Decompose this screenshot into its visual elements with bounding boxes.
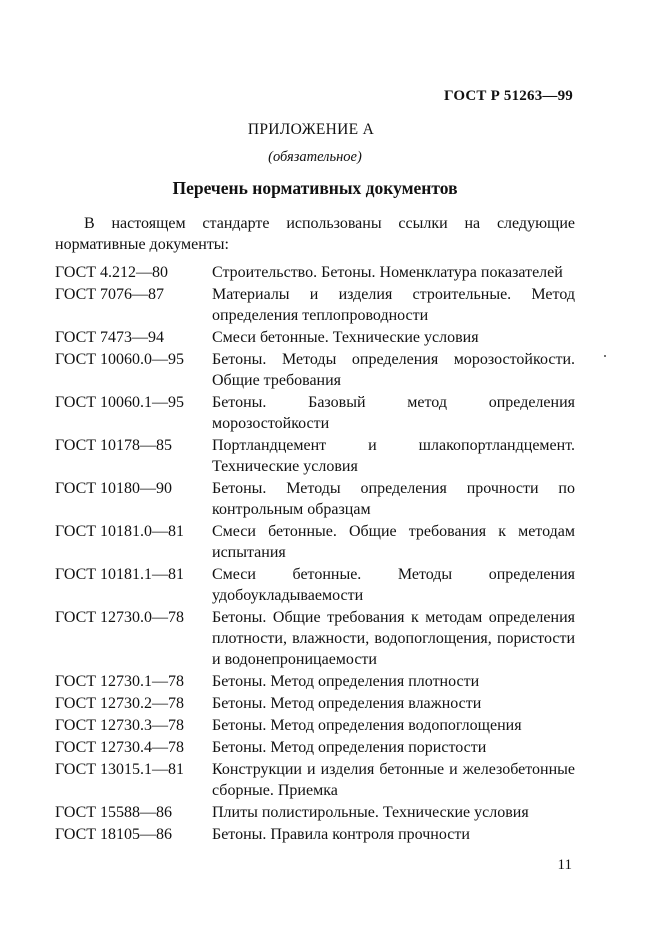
reference-row (55, 693, 575, 714)
reference-code: ГОСТ 7473—94 (55, 329, 165, 346)
reference-title: Плиты полистирольные. Технические условия (212, 804, 529, 821)
reference-row (55, 802, 575, 823)
references-list (55, 262, 575, 846)
reference-title: Смеси бетонные. Технические условия (212, 329, 479, 346)
reference-title: Конструкции и изделия бетонные и железобетонные сборные. Приемка (212, 761, 575, 799)
reference-title: Бетоны. Метод определения водопоглощения (212, 717, 522, 734)
reference-row (55, 607, 575, 670)
reference-row (55, 392, 575, 434)
reference-row (55, 327, 575, 348)
reference-row (55, 262, 575, 283)
reference-title: Бетоны. Метод определения пористости (212, 739, 487, 756)
reference-title: Строительство. Бетоны. Номенклатура показателей (212, 264, 563, 281)
reference-code: ГОСТ 18105—86 (55, 826, 173, 843)
scan-speck (604, 355, 606, 357)
reference-title: Смеси бетонные. Общие требования к методам испытания (212, 523, 575, 561)
reference-row (55, 759, 575, 801)
reference-code: ГОСТ 10181.1—81 (55, 566, 185, 583)
reference-title: Бетоны. Метод определения плотности (212, 673, 480, 690)
reference-code: ГОСТ 12730.1—78 (55, 673, 185, 690)
reference-row (55, 521, 575, 563)
reference-code: ГОСТ 12730.4—78 (55, 739, 185, 756)
reference-row (55, 824, 575, 845)
reference-title: Бетоны. Общие требования к методам определения плотности, влажности, водопоглощения, пористости и водонепроницаемости (212, 609, 575, 668)
reference-row (55, 349, 575, 391)
reference-title: Бетоны. Правила контроля прочности (212, 826, 470, 843)
reference-row (55, 737, 575, 758)
reference-row (55, 715, 575, 736)
standard-code: ГОСТ Р 51263—99 (443, 88, 573, 104)
section-title: Перечень нормативных документов (172, 178, 458, 198)
reference-row (55, 435, 575, 477)
reference-code: ГОСТ 10060.0—95 (55, 351, 185, 368)
reference-row (55, 564, 575, 606)
page-number: 11 (557, 857, 572, 873)
reference-title: Портландцемент и шлакопортландцемент. Технические условия (212, 437, 575, 475)
reference-code: ГОСТ 4.212—80 (55, 264, 169, 281)
reference-title: Материалы и изделия строительные. Метод определения теплопроводности (212, 286, 575, 324)
reference-title: Бетоны. Методы определения морозостойкости. Общие требования (212, 351, 575, 389)
intro-paragraph: В настоящем стандарте использованы ссылки на следующие нормативные документы: (55, 215, 575, 253)
appendix-note: (обязательное) (268, 149, 362, 165)
reference-code: ГОСТ 13015.1—81 (55, 761, 185, 778)
reference-code: ГОСТ 10178—85 (55, 437, 173, 454)
reference-row (55, 671, 575, 692)
reference-title: Бетоны. Метод определения влажности (212, 695, 482, 712)
reference-title: Бетоны. Методы определения прочности по контрольным образцам (212, 480, 575, 518)
appendix-title: ПРИЛОЖЕНИЕ А (247, 121, 375, 138)
reference-code: ГОСТ 7076—87 (55, 286, 165, 303)
reference-title: Бетоны. Базовый метод определения морозостойкости (212, 394, 575, 432)
reference-row (55, 284, 575, 326)
reference-code: ГОСТ 10180—90 (55, 480, 173, 497)
reference-code: ГОСТ 15588—86 (55, 804, 173, 821)
reference-title: Смеси бетонные. Методы определения удобоукладываемости (212, 566, 575, 604)
reference-row (55, 478, 575, 520)
reference-code: ГОСТ 12730.2—78 (55, 695, 185, 712)
reference-code: ГОСТ 12730.3—78 (55, 717, 185, 734)
reference-code: ГОСТ 10181.0—81 (55, 523, 185, 540)
reference-code: ГОСТ 12730.0—78 (55, 609, 185, 626)
reference-code: ГОСТ 10060.1—95 (55, 394, 185, 411)
